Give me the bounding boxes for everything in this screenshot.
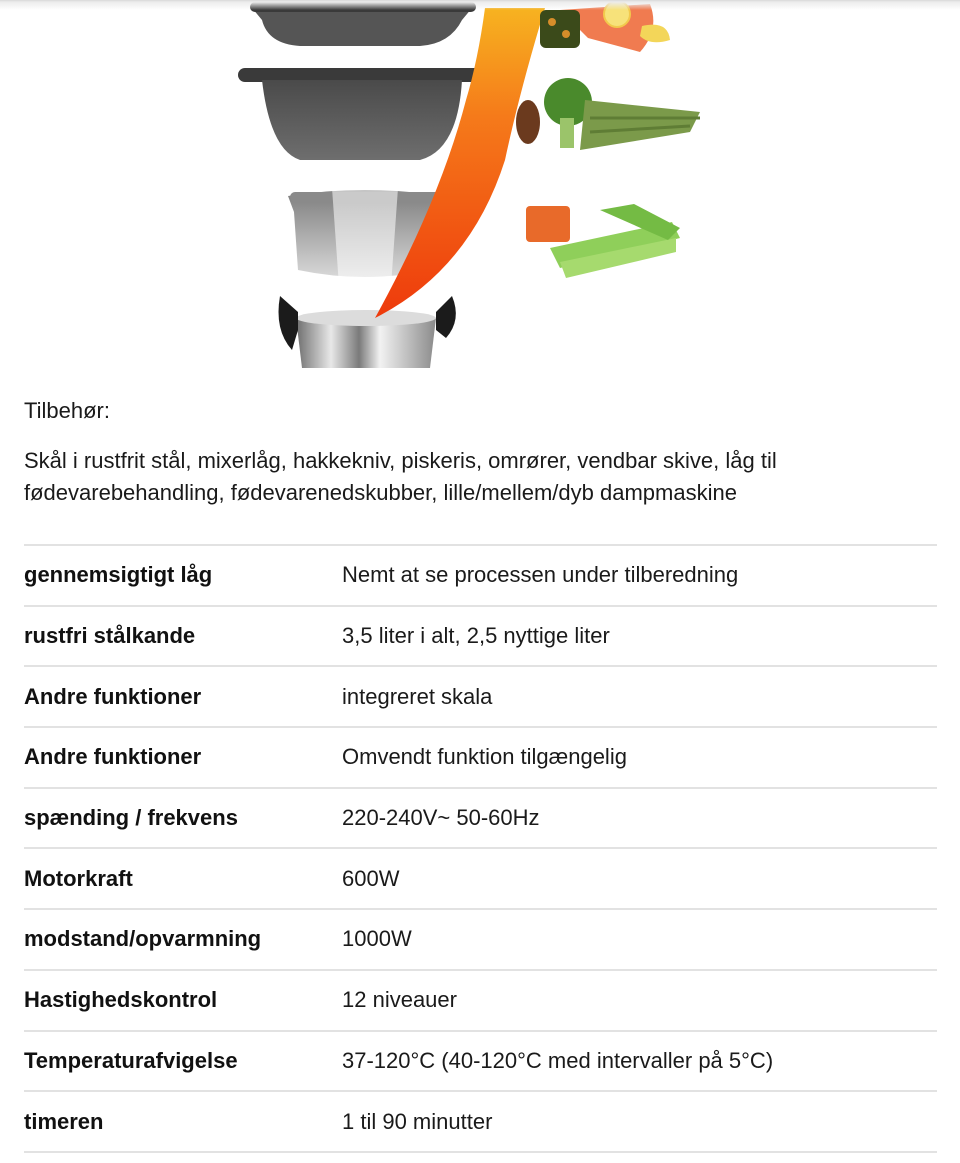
spec-table bbox=[24, 544, 937, 1153]
table-row bbox=[24, 607, 937, 668]
spec-label: Motorkraft bbox=[24, 865, 133, 891]
table-row bbox=[24, 971, 937, 1032]
table-row bbox=[24, 849, 937, 910]
table-row bbox=[24, 1032, 937, 1093]
table-row bbox=[24, 546, 937, 607]
spec-value: 3,5 liter i alt, 2,5 nyttige liter bbox=[342, 623, 610, 649]
spec-label: rustfri stålkande bbox=[24, 623, 196, 649]
spec-label: Temperaturafvigelse bbox=[24, 1047, 238, 1073]
table-row bbox=[24, 910, 937, 971]
spec-label: Andre funktioner bbox=[24, 744, 202, 770]
spec-label: spænding / frekvens bbox=[24, 805, 238, 831]
spec-value: integreret skala bbox=[342, 683, 493, 709]
spec-label: Hastighedskontrol bbox=[24, 987, 218, 1013]
steamer-illustration bbox=[0, 0, 960, 370]
table-row bbox=[24, 667, 937, 728]
spec-value: 12 niveauer bbox=[342, 987, 457, 1013]
spec-label: gennemsigtigt låg bbox=[24, 562, 213, 588]
spec-label: Andre funktioner bbox=[24, 683, 202, 709]
table-row bbox=[24, 1092, 937, 1153]
spec-label: timeren bbox=[24, 1108, 104, 1134]
accessories-list: Skål i rustfrit stål, mixerlåg, hakkekniv, piskeris, omrører, vendbar skive, låg til fødevarebehandling, fødevarenedskubber, lille/mellem/dyb dampmaskine bbox=[24, 448, 777, 505]
table-row bbox=[24, 728, 937, 789]
table-row bbox=[24, 789, 937, 850]
accessories-title: Tilbehør: bbox=[24, 398, 110, 423]
spec-value: 220-240V~ 50-60Hz bbox=[342, 805, 540, 831]
spec-value: Nemt at se processen under tilberedning bbox=[342, 562, 739, 588]
top-edge-shadow bbox=[0, 0, 960, 10]
spec-value: Omvendt funktion tilgængelig bbox=[342, 744, 627, 770]
spec-label: modstand/opvarmning bbox=[24, 926, 262, 952]
spec-value: 1 til 90 minutter bbox=[342, 1108, 493, 1134]
spec-value: 1000W bbox=[342, 926, 412, 952]
spec-value: 600W bbox=[342, 865, 400, 891]
product-image bbox=[0, 0, 960, 370]
spec-value: 37-120°C (40-120°C med intervaller på 5°C) bbox=[342, 1047, 774, 1073]
